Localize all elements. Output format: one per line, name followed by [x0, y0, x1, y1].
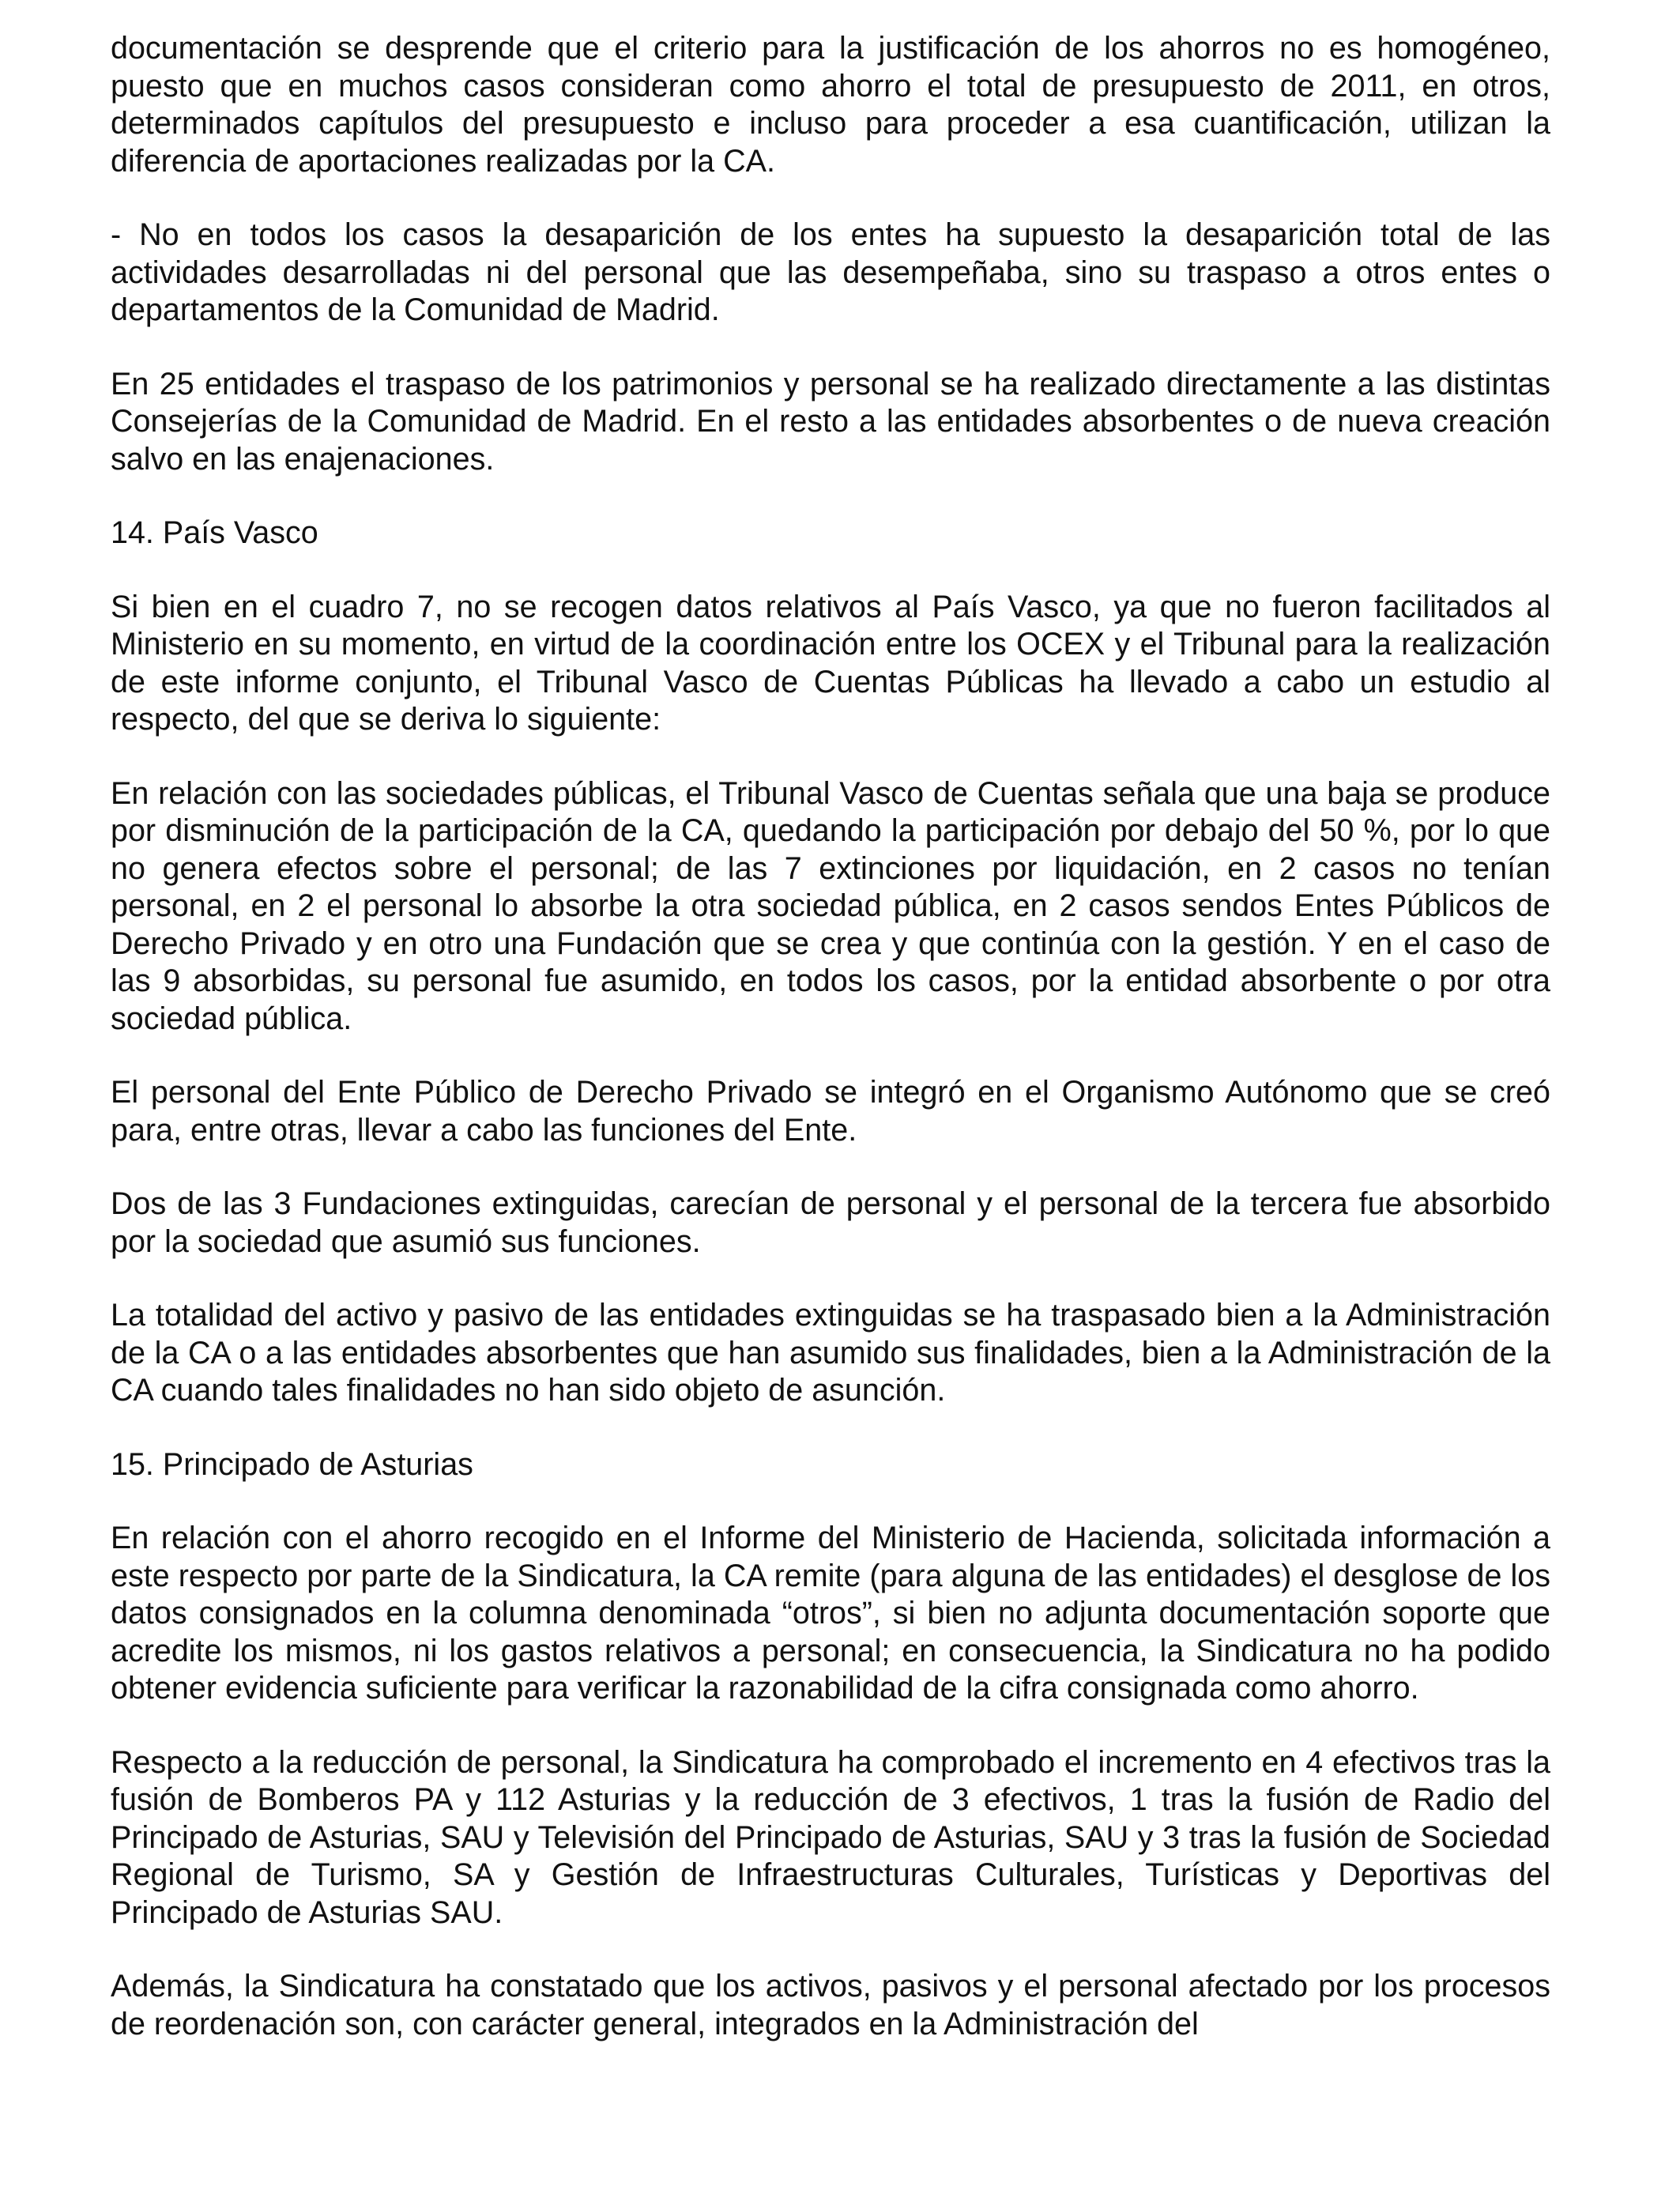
paragraph-ahorros-criterio: documentación se desprende que el criterio para la justificación de los ahorros no es homogéneo, puesto que en muchos casos consideran como ahorro el total de presupuesto de 2011, en otros, determinados capítulos del presupuesto e incluso para proceder a esa cuantificación, utilizan la diferencia de aportaciones realizadas por la CA. — [111, 31, 1550, 179]
document-page — [111, 30, 1550, 2043]
paragraph-traspaso-patrimonios: En 25 entidades el traspaso de los patrimonios y personal se ha realizado directamente a las distintas Consejerías de la Comunidad de Madrid. En el resto a las entidades absorbentes o de nueva creación salvo en las enajenaciones. — [111, 366, 1550, 477]
paragraph-sociedades-publicas: En relación con las sociedades públicas, el Tribunal Vasco de Cuentas señala que una baja se produce por disminución de la participación de la CA, quedando la participación por debajo del 50 %, por lo que no genera efectos sobre el personal; de las 7 extinciones por liquidación, en 2 casos no tenían personal, en 2 el personal lo absorbe la otra sociedad pública, en 2 casos sendos Entes Públicos de Derecho Privado y en otro una Fundación que se crea y que continúa con la gestión. Y en el caso de las 9 absorbidas, su personal fue asumido, en todos los casos, por la entidad absorbente o por otra sociedad pública. — [111, 775, 1550, 1036]
paragraph-activos-pasivos-personal: Además, la Sindicatura ha constatado que los activos, pasivos y el personal afectado por los procesos de reordenación son, con carácter general, integrados en la Administración del — [111, 1969, 1550, 2041]
paragraph-ahorro-ministerio: En relación con el ahorro recogido en el Informe del Ministerio de Hacienda, solicitada información a este respecto por parte de la Sindicatura, la CA remite (para alguna de las entidades) el desglose de los datos consignados en la columna denominada “otros”, si bien no adjunta documentación soporte que acredite los mismos, ni los gastos relativos a personal; en consecuencia, la Sindicatura no ha podido obtener evidencia suficiente para verificar la razonabilidad de la cifra consignada como ahorro. — [111, 1521, 1550, 1706]
paragraph-ente-publico: El personal del Ente Público de Derecho Privado se integró en el Organismo Autónomo que se creó para, entre otras, llevar a cabo las funciones del Ente. — [111, 1075, 1550, 1148]
section-heading-pais-vasco: 14. País Vasco — [111, 515, 318, 550]
section-heading-asturias: 15. Principado de Asturias — [111, 1446, 473, 1482]
paragraph-activo-pasivo: La totalidad del activo y pasivo de las entidades extinguidas se ha traspasado bien a la Administración de la CA o a las entidades absorbentes que han asumido sus finalidades, bien a la Administración de la CA cuando tales finalidades no han sido objeto de asunción. — [111, 1298, 1550, 1408]
paragraph-fundaciones: Dos de las 3 Fundaciones extinguidas, carecían de personal y el personal de la tercera fue absorbido por la sociedad que asumió sus funciones. — [111, 1186, 1550, 1259]
paragraph-reduccion-personal: Respecto a la reducción de personal, la Sindicatura ha comprobado el incremento en 4 efectivos tras la fusión de Bomberos PA y 112 Asturias y la reducción de 3 efectivos, 1 tras la fusión de Radio del Principado de Asturias, SAU y Televisión del Principado de Asturias, SAU y 3 tras la fusión de Sociedad Regional de Turismo, SA y Gestión de Infraestructuras Culturales, Turísticas y Deportivas del Principado de Asturias SAU. — [111, 1744, 1550, 1930]
paragraph-cuadro-7: Si bien en el cuadro 7, no se recogen datos relativos al País Vasco, ya que no fueron facilitados al Ministerio en su momento, en virtud de la coordinación entre los OCEX y el Tribunal para la realización de este informe conjunto, el Tribunal Vasco de Cuentas Públicas ha llevado a cabo un estudio al respecto, del que se deriva lo siguiente: — [111, 589, 1550, 737]
paragraph-desaparicion-entes: - No en todos los casos la desaparición de los entes ha supuesto la desaparición total de las actividades desarrolladas ni del personal que las desempeñaba, sino su traspaso a otros entes o departamentos de la Comunidad de Madrid. — [111, 217, 1550, 327]
